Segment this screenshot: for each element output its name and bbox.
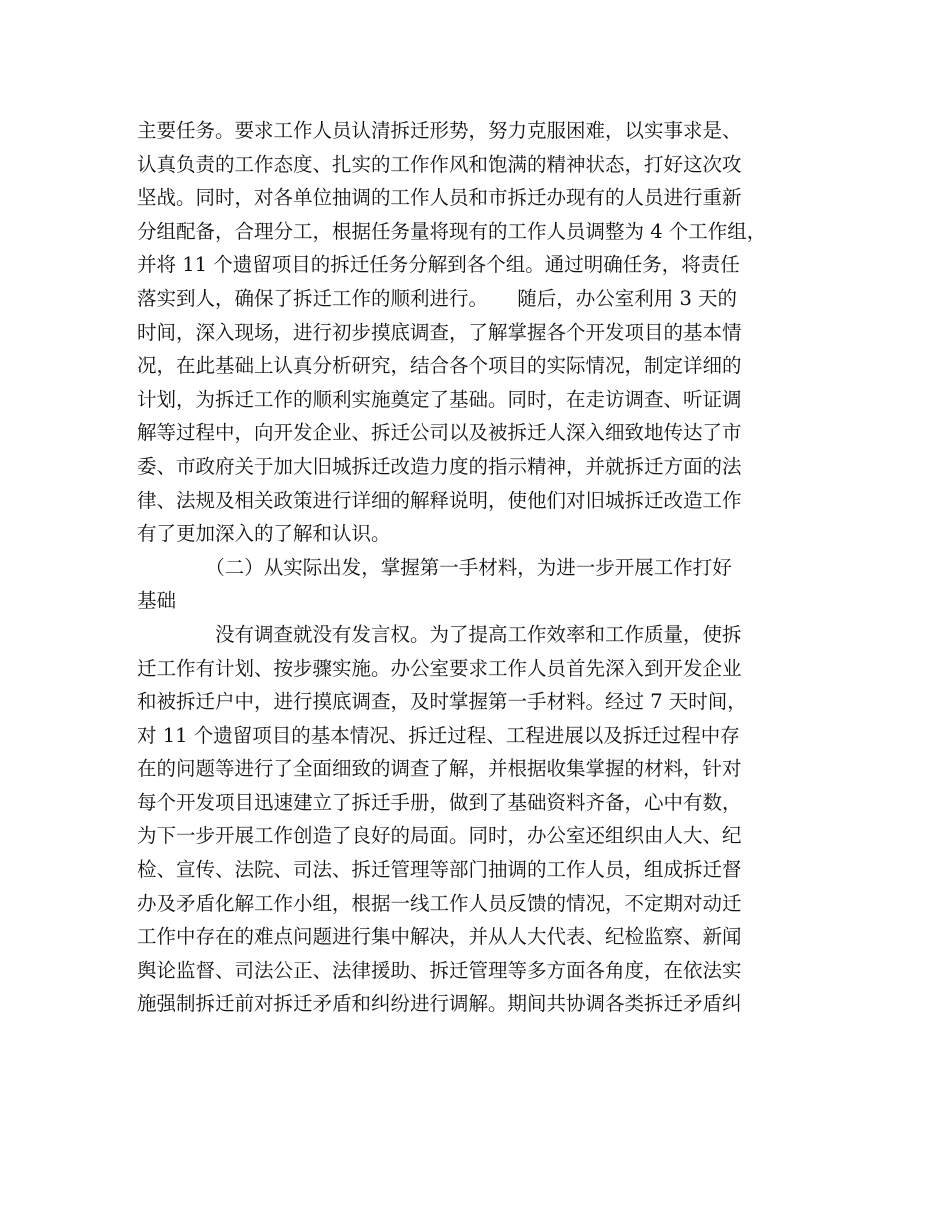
text-line: 坚战。同时，对各单位抽调的工作人员和市拆迁办现有的人员进行重新 bbox=[137, 186, 742, 210]
text-line: 有了更加深入的了解和认识。 bbox=[137, 522, 391, 546]
document-body bbox=[137, 114, 827, 1021]
text-line: 每个开发项目迅速建立了拆迁手册，做到了基础资料齐备，心中有数， bbox=[137, 790, 742, 814]
text-line: 律、法规及相关政策进行详细的解释说明，使他们对旧城拆迁改造工作 bbox=[137, 488, 742, 512]
text-line: 认真负责的工作态度、扎实的工作作风和饱满的精神状态，打好这次攻 bbox=[137, 152, 742, 176]
text-line: 在的问题等进行了全面细致的调查了解，并根据收集掌握的材料，针对 bbox=[137, 757, 742, 781]
text-line: 办及矛盾化解工作小组，根据一线工作人员反馈的情况，不定期对动迁 bbox=[137, 891, 742, 915]
text-line: 委、市政府关于加大旧城拆迁改造力度的指示精神，并就拆迁方面的法 bbox=[137, 454, 742, 478]
section-heading: （二）从实际出发，掌握第一手材料，为进一步开展工作打好 bbox=[137, 555, 732, 579]
text-line: 落实到人，确保了拆迁工作的顺利进行。 随后，办公室利用 3 天的 bbox=[137, 286, 738, 310]
text-line: 为下一步开展工作创造了良好的局面。同时，办公室还组织由人大、纪 bbox=[137, 824, 742, 848]
text-line: 况，在此基础上认真分析研究，结合各个项目的实际情况，制定详细的 bbox=[137, 354, 742, 378]
text-line: 主要任务。要求工作人员认清拆迁形势，努力克服困难，以实事求是、 bbox=[137, 119, 742, 142]
text-line: 分组配备，合理分工，根据任务量将现有的工作人员调整为 4 个工作组， bbox=[137, 219, 767, 243]
text-line: 对 11 个遗留项目的基本情况、拆迁过程、工程进展以及拆迁过程中存 bbox=[137, 723, 740, 747]
text-line: 和被拆迁户中，进行摸底调查，及时掌握第一手材料。经过 7 天时间， bbox=[137, 690, 747, 714]
text-line: 施强制拆迁前对拆迁矛盾和纠纷进行调解。期间共协调各类拆迁矛盾纠 bbox=[137, 992, 742, 1016]
section-heading-continued: 基础 bbox=[137, 589, 177, 613]
text-line: 舆论监督、司法公正、法律援助、拆迁管理等多方面各角度，在依法实 bbox=[137, 958, 742, 982]
text-line: 迁工作有计划、按步骤实施。办公室要求工作人员首先深入到开发企业 bbox=[137, 656, 742, 680]
text-line: 并将 11 个遗留项目的拆迁任务分解到各个组。通过明确任务，将责任 bbox=[137, 253, 740, 277]
text-line: 工作中存在的难点问题进行集中解决，并从人大代表、纪检监察、新闻 bbox=[137, 925, 742, 949]
text-line: 解等过程中，向开发企业、拆迁公司以及被拆迁人深入细致地传达了市 bbox=[137, 421, 742, 445]
text-line: 计划，为拆迁工作的顺利实施奠定了基础。同时，在走访调查、听证调 bbox=[137, 387, 742, 411]
text-line: 时间，深入现场，进行初步摸底调查，了解掌握各个开发项目的基本情 bbox=[137, 320, 742, 344]
text-line: 没有调查就没有发言权。为了提高工作效率和工作质量，使拆 bbox=[137, 622, 742, 646]
text-line: 检、宣传、法院、司法、拆迁管理等部门抽调的工作人员，组成拆迁督 bbox=[137, 858, 742, 882]
